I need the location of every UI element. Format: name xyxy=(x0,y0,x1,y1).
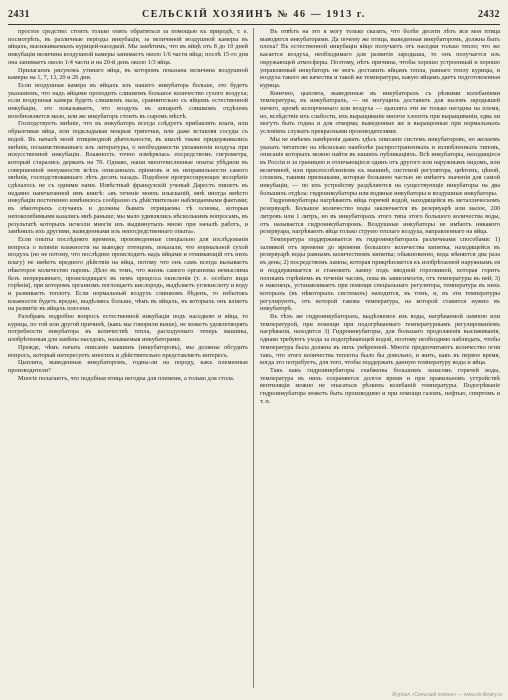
paragraph: Если опыты послѣдняго времени, произведенные спеціально для изслѣдованія вопроса о вліяніи влажности на выводку птенцовъ, показали, что нормальной сухой воздухъ (но не потому, что послѣднее происходитъ надъ яйцами и отнимающій отъ нихъ влагу) не имѣетъ вредного дѣйствія на яйца, потому что онъ самъ всегда вызываетъ нѣкоторое количество паровъ. Дѣло въ томъ, что жизнь самого организма немыслима безъ непрерывнаго, происходящаго въ немъ процесса окисленія (т. е. особаго вида горѣнія), при которомъ организмъ поглощаетъ кислородъ, выдѣляетъ углекислоту и воду и развиваетъ теплоту. Если нормальный воздухъ слишкомъ бѣденъ, то избытокъ влажности будетъ вредно, выдѣляясь больше, чѣмъ въ яйцахъ, въ которыхъ онъ вліяетъ на развитіе въ яйцахъ плесени. xyxy=(8,235,248,313)
right-page-number: 2432 xyxy=(478,8,500,20)
page-header xyxy=(8,6,500,22)
library-watermark: Журнал «Сельский хозяин» — www.cb-library.ru xyxy=(391,692,502,698)
paragraph: Господствуетъ мнѣніе, что въ инкубаторъ всегда слѣдуетъ прибавлять влаги, или обрызгивая яйца, или подкладывая мокрыя тряпочки, или даже вставляя сосуды съ водой. Въ началѣ моей птицеводной дѣятельности, въ школѣ также придерживались мнѣнія, позаимствованнаго изъ литературы, о необходимости увлажненія воздуха при искусственной инкубаціи. Влажность точно измѣрялась посредствомъ гигрометра, который старались держать на 70. Однако, наши многочисленные опыты убѣдили въ совершенной ненужности всѣхъ описанныхъ пріемовъ и въ неправильности самого мнѣнія, господствовавшаго лѣтъ десять назадъ. Подобное прогрессирующее воззрѣніе сдѣлалось не съ одними нами. Извѣстный французскій ученый Дарестъ пишетъ въ недавно напечатанной имъ книгѣ: «въ теченіе моихъ изысканій, мнѣ иногда вмѣсто инкубаціи постепенно измѣнялось сообразно съ дѣйствительно наблюдаемыми фактами; въ нѣкоторыхъ случаяхъ и должны бывать отрицаемы тѣ основы, которыя непоколебимыми казались мнѣ раньше; мы мало удивлялись нѣсколькимъ вопросамъ, въ результатѣ которыхъ исчезли многія изъ выдвинутыхъ мною при началѣ работъ, и замѣнилъ ихъ другими, выведенными изъ непосредственнаго опыта». xyxy=(8,120,248,236)
paragraph: Въ отвѣтъ на это я могу только сказать, что болѣе десяти лѣтъ вся моя птица выводится инкубаторами. Да почему же птица, выведенная инкубаторомъ, должна быть плоха? Въ естественной инкубаціи яйцо получаетъ отъ наседки только тепло; что же касается воздуха, необходимаго для развитія зародыша, то онъ получается изъ окружающей атмосферы. Поэтому, нѣтъ причины, чтобы хорошо устроенный и хорошо управляемый инкубаторъ не могъ доставить яйцамъ тепла, равнаго теплу курицы, и воздуха такого же качества и такой же температуры, какую яйцамъ даетъ подготовленная курица. xyxy=(260,28,500,89)
paragraph: Разобравъ подробно вопросъ естественной инкубаціи подъ наседкою и яйца, то курица, по той или другой причинѣ, (какъ мы говорили выше), не можетъ удовлетворять потребности инкубатора въ количествѣ тепла, расходуемаго теперь машины, изобрѣтенныя для замѣны наседокъ, называемыя инкубаторами. xyxy=(8,313,248,344)
paragraph: Гидроинкубаторы нагрѣваютъ яйца горячей водой, находящейся въ металлическомъ резервуарѣ. Большое количество воды заключается въ резервуарѣ или малое, 200 литровъ или 1 литръ, но въ инкубаторахъ этого типа этого большого количества воды, отъ называется гидроинкубаторомъ. Воздушные инкубаторы не имѣютъ никакого резервуара, нагрѣваютъ яйца только струею теплаго воздуха, направленнаго на яйца. xyxy=(260,197,500,236)
paragraph: Прежде, чѣмъ начать описаніе машинъ (инкубаторовъ), мы должны обсудить вопросъ, который интересуетъ многихъ и дѣйствительно представляетъ интересъ. xyxy=(8,343,248,359)
paragraph: Прилагаемъ рисунокъ утинаго яйца, въ которомъ показана величина воздушной камеры на 1, 7, 13, 20 и 26 дни. xyxy=(8,66,248,82)
paragraph: Конечно, цыплята, выведенные въ инкубаторахъ съ рѣзкими колебаніями температуры, въ инкубаторахъ, — не могущихъ доставить для вызовъ зародышей ничего, кромѣ испорченнаго или воздуха — цыплята эти не только негодны на племя, но, вслѣдствіе ихъ слабости, ихъ выращиваніе многое хлопоть при выращиваніи, едва ли могутъ быть годны и для откорма; выведенные же и выращенные при нормальныхъ условіяхъ служатъ прекрасными производителями. xyxy=(260,89,500,136)
paragraph: Многіе полагаютъ, что подобная птица негодна для племени, а только для стола. xyxy=(18,374,235,382)
paragraph: Въ тѣхъ же гидроинкубаторахъ, выдѣляемое изъ воды, нагрѣваемой лампою или температурой, при помощи при подогрѣваемаго температурнымъ регулированіемъ нагрѣванія, находится 3) Гидроинкубаторы, для большаго продолженія высиживанія, однако требуютъ ухода за подогрѣвающей водой, поэтому необходимо наблюдать, чтобы температура была должна въ нихъ умѣренной. Многіе предпочитаютъ количество огня такъ, что этого количества теплоты было бы довольно, и жить, какъ въ первое время, когда это потребуетъ, для того, чтобы поддержать данную температуру воды и яйца. xyxy=(260,313,500,367)
paragraph: Температура поддерживается въ гидроинкубаторахъ различными способами: 1) заливкой отъ времени до времени большого количества кипятка, находящейся въ резервуарѣ воды равнымъ количествомъ кипятка; обыкновенно, вода мѣняется два раза въ день; 2) посредствомъ лампы, которая прикрѣпляется къ изобрѣтаемой наружнымъ ея и поддерживается и становитъ лампу подъ вводной горловиной, которая горитъ полнымъ горѣніемъ въ теченіи часовъ, пока въ зависимости, отъ температуры въ ней; 3) и наконецъ, устанавливаетъ при помощи спеціальнаго регулятора, температура въ нихъ которыхъ (въ нѣкоторыхъ системахъ) находится, въ томъ, и, въ эти температуры регулируютъ, отъ которой такова температура, на которой ставится нужно въ инкубаторѣ. xyxy=(260,235,500,313)
right-text-column xyxy=(260,28,500,688)
journal-title: СЕЛЬСКІЙ ХОЗЯИНЪ № 46 — 1913 г. xyxy=(141,8,367,20)
paragraph: Цыплята, выведенные инкубаторомъ, годны-ли на породу, какъ племенные производители? xyxy=(8,359,248,374)
paragraph: Мы не имѣемъ намѣренія давать здѣсь описаніе системъ инкубаторовъ, но желаемъ указать читателю на нѣсколько наиболѣе распространенныхъ и излюбленныхъ типовъ, описаніе которыхъ можно найти въ нашихъ публикаціяхъ. Всѣ инкубаторы, находящіеся въ Россіи и за границею и отличающіеся одинъ отъ другого или наружнымъ видомъ, или величиной, или приспособленіемъ къ машинѣ, системой регулятора, цвѣтомъ, цѣной, словомъ, такими признаками, которые большею частью не имѣютъ значенія для самой инкубаціи, — по ихъ устройству раздѣляются на существующіе инкубаторы на два большихъ отдѣла: гидроинкубаторы или водяные инкубаторы и воздушные инкубаторы. xyxy=(260,135,500,197)
paragraph: Такъ какъ гидроинкубаторы снабжены большимъ запасомъ горячей воды, температура въ нихъ сохраняется долгое время и при правильномъ устройствѣ вентиляціи можно не опасаться рѣзкихъ колебаній температуры. Подогрѣваніе гидроинкубатора можетъ быть производимо и при помощи газомъ, нефтью, спиртомъ и т. п. xyxy=(260,366,500,405)
paragraph: Если воздушная камера въ яйцахъ изъ нашего инкубатора больше, это будетъ указаніемъ, что надъ яйцами проходитъ слишкомъ большое количество сухого воздуха; если воздушная камера будетъ слишкомъ мала, сравнительно съ яйцомъ естественной инкубаціи, это показываетъ, что воздухъ въ аппаратѣ слишкомъ отдѣленъ возобновляется мало, или же инкубаторъ стоитъ въ сыромъ мѣстѣ. xyxy=(8,81,248,120)
column-divider xyxy=(253,28,254,688)
header-rule xyxy=(8,24,500,25)
left-page-number: 2431 xyxy=(8,8,30,20)
paragraph: простое средство: стоитъ только опять обратиться за помощью къ природѣ, т. е. посмотрѣть, въ различные періоды инкубаціи, за величиной воздушной камеры въ яйцахъ, высиживаемыхъ курицей-наседкой. Мы замѣтимъ, что въ яйцѣ отъ 8 до 10 дней инкубаціи величина воздушной камеры занимаетъ около 1/6 части яйца; послѣ 15-го дня она занимаетъ около 1/4 части и на 20-й день около 1/3 яйца. xyxy=(8,28,248,66)
left-text-column xyxy=(8,28,248,688)
